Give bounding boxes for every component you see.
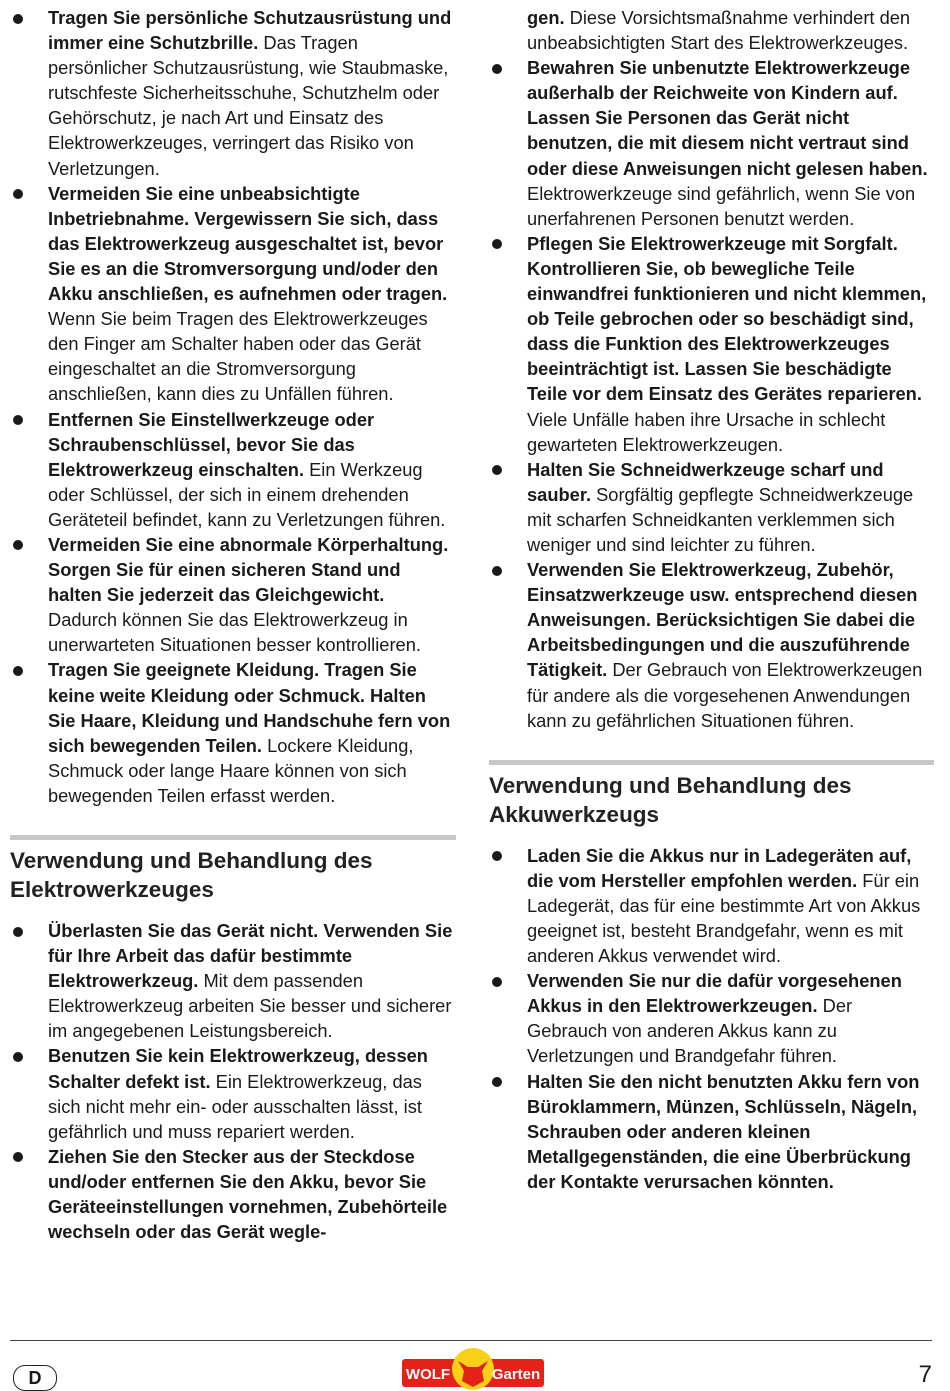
- item-emphasis: Laden Sie die Akkus nur in Ladegeräten auf, die vom Hersteller empfohlen werden.: [527, 844, 912, 891]
- language-badge: D: [13, 1365, 57, 1391]
- item-text: Für ein Ladegerät, das für eine bestimmte Art von Akkus geeignet ist, besteht Brandgefahr, wenn es mit anderen Akkus verwendet wird.: [527, 869, 921, 967]
- list-item: [10, 181, 456, 407]
- left-top-list: [10, 5, 456, 808]
- list-item: [10, 657, 456, 808]
- list-item: [10, 407, 456, 532]
- item-emphasis: Verwenden Sie nur die dafür vorgesehenen Akkus in den Elektrowerkzeugen.: [527, 970, 902, 1017]
- item-text: Ein Elektrowerkzeug, das sich nicht mehr ein- oder ausschalten lässt, ist gefährlich und muss repariert werden.: [48, 1070, 422, 1142]
- left-section-list: [10, 918, 456, 1244]
- list-item: [489, 231, 934, 457]
- item-text: Sorgfältig gepflegte Schneidwerkzeuge mit scharfen Schneidkanten verklemmen sich weniger und sind leichter zu führen.: [527, 483, 914, 555]
- list-item: [10, 918, 456, 1043]
- item-text: Ein Werkzeug oder Schlüssel, der sich in einem drehenden Geräteteil befindet, kann zu Verletzungen führen.: [48, 458, 446, 530]
- item-emphasis: Vermeiden Sie eine abnormale Körperhaltung. Sorgen Sie für einen sicheren Stand und halten Sie jederzeit das Gleichgewicht.: [48, 533, 449, 606]
- right-column: [489, 5, 934, 1194]
- list-item: [489, 968, 934, 1068]
- left-column: [10, 5, 456, 1244]
- page-number: 7: [918, 1361, 932, 1388]
- right-section-title: Verwendung und Behandlung des Akkuwerkzeugs: [489, 772, 852, 827]
- item-emphasis: Entfernen Sie Einstellwerkzeuge oder Schraubenschlüssel, bevor Sie das Elektrowerkzeug einschalten.: [48, 408, 375, 480]
- right-section: [489, 760, 934, 1194]
- list-item: [489, 557, 934, 733]
- item-emphasis: Überlasten Sie das Gerät nicht. Verwenden Sie für Ihre Arbeit das dafür bestimmte Elektrowerkzeug.: [48, 920, 453, 992]
- item-emphasis: Ziehen Sie den Stecker aus der Steckdose und/oder entfernen Sie den Akku, bevor Sie Geräteeinstellungen vornehmen, Zubehörteile wechseln oder das Gerät wegle-: [48, 1145, 448, 1243]
- logo-word-left: WOLF: [405, 1366, 451, 1383]
- item-text: Der Gebrauch von anderen Akkus kann zu Verletzungen und Brandgefahr führen.: [527, 995, 853, 1067]
- item-text: Das Tragen persönlicher Schutzausrüstung, wie Staubmaske, rutschfeste Sicherheitsschuhe, Schutzhelm oder Gehörschutz, je nach Art und Einsatz des Elektrowerkzeuges, verringert das Risiko von Verletzungen.: [48, 32, 449, 179]
- item-text: Viele Unfälle haben ihre Ursache in schlecht gewarteten Elektrowerkzeugen.: [527, 408, 886, 455]
- list-item: [489, 1069, 934, 1194]
- item-text: Diese Vorsichtsmaßnahme verhindert den unbeabsichtigten Start des Elektrowerkzeuges.: [527, 7, 911, 54]
- list-item: [10, 532, 456, 657]
- item-emphasis: Benutzen Sie kein Elektrowerkzeug, dessen Schalter defekt ist.: [48, 1045, 428, 1092]
- item-text: Der Gebrauch von Elektrowerkzeugen für andere als die vorgesehenen Anwendungen kann zu gefährlichen Situationen führen.: [527, 659, 923, 731]
- right-section-list: [489, 843, 934, 1194]
- list-item: [10, 1144, 456, 1244]
- right-top-list: [489, 5, 934, 733]
- left-section: [10, 835, 456, 1244]
- left-section-title: Verwendung und Behandlung des Elektrowerkzeuges: [10, 848, 373, 902]
- list-item: [10, 5, 456, 181]
- item-text: Wenn Sie beim Tragen des Elektrowerkzeuges den Finger am Schalter haben oder das Gerät eingeschaltet an die Stromversorgung anschließen, kann dies zu Unfällen führen.: [48, 308, 428, 405]
- item-emphasis: gen.: [527, 7, 565, 28]
- item-text: Mit dem passenden Elektrowerkzeug arbeiten Sie besser und sicherer im angegebenen Leistungsbereich.: [48, 970, 452, 1042]
- item-emphasis: Bewahren Sie unbenutzte Elektrowerkzeuge außerhalb der Reichweite von Kindern auf. Lassen Sie Personen das Gerät nicht benutzen, die mit diesem nicht vertraut sind oder diese Anweisungen nicht gelesen haben.: [527, 57, 928, 179]
- item-emphasis: Verwenden Sie Elektrowerkzeug, Zubehör, Einsatzwerkzeuge usw. entsprechend diesen Anweisungen. Berücksichtigen Sie dabei die Arbeitsbedingungen und die auszuführende Tätigkeit.: [527, 559, 918, 681]
- footer-divider: [10, 1340, 932, 1341]
- wolf-garten-logo: [398, 1347, 548, 1391]
- list-item: [489, 55, 934, 231]
- item-emphasis: Tragen Sie persönliche Schutzausrüstung und immer eine Schutzbrille.: [48, 7, 452, 54]
- list-item: [489, 457, 934, 557]
- list-item-continuation: [489, 5, 934, 55]
- item-emphasis: Halten Sie Schneidwerkzeuge scharf und sauber.: [527, 458, 884, 505]
- list-item: [10, 1043, 456, 1143]
- item-emphasis: Pflegen Sie Elektrowerkzeuge mit Sorgfalt. Kontrollieren Sie, ob bewegliche Teile einwandfrei funktionieren und nicht klemmen, ob Teile gebrochen oder so beschädigt sind, dass die Funktion des Elektrowerkzeuges beeinträchtigt ist. Lassen Sie beschädigte Teile vor dem Einsatz des Gerätes reparieren.: [527, 232, 927, 405]
- item-text: Elektrowerkzeuge sind gefährlich, wenn Sie von unerfahrenen Personen benutzt werden.: [527, 182, 916, 229]
- item-text: Lockere Kleidung, Schmuck oder lange Haare können von sich bewegenden Teilen erfasst werden.: [48, 734, 414, 806]
- item-emphasis: Halten Sie den nicht benutzten Akku fern von Büroklammern, Münzen, Schlüsseln, Nägeln, Schrauben oder anderen kleinen Metallgegenständen, die eine Überbrückung der Kontakte verursachen könnten.: [527, 1070, 920, 1192]
- logo-word-right: Garten: [491, 1366, 541, 1383]
- list-item: [489, 843, 934, 968]
- item-emphasis: Vermeiden Sie eine unbeabsichtigte Inbetriebnahme. Vergewissern Sie sich, dass das Elektrowerkzeug ausgeschaltet ist, bevor Sie es an die Stromversorgung und/oder den Akku anschließen, es aufnehmen oder tragen.: [48, 182, 448, 305]
- item-text: Dadurch können Sie das Elektrowerkzeug in unerwarteten Situationen besser kontrollieren.: [48, 609, 421, 656]
- item-emphasis: Tragen Sie geeignete Kleidung. Tragen Sie keine weite Kleidung oder Schmuck. Halten Sie Haare, Kleidung und Handschuhe fern von sich bewegenden Teilen.: [48, 659, 451, 756]
